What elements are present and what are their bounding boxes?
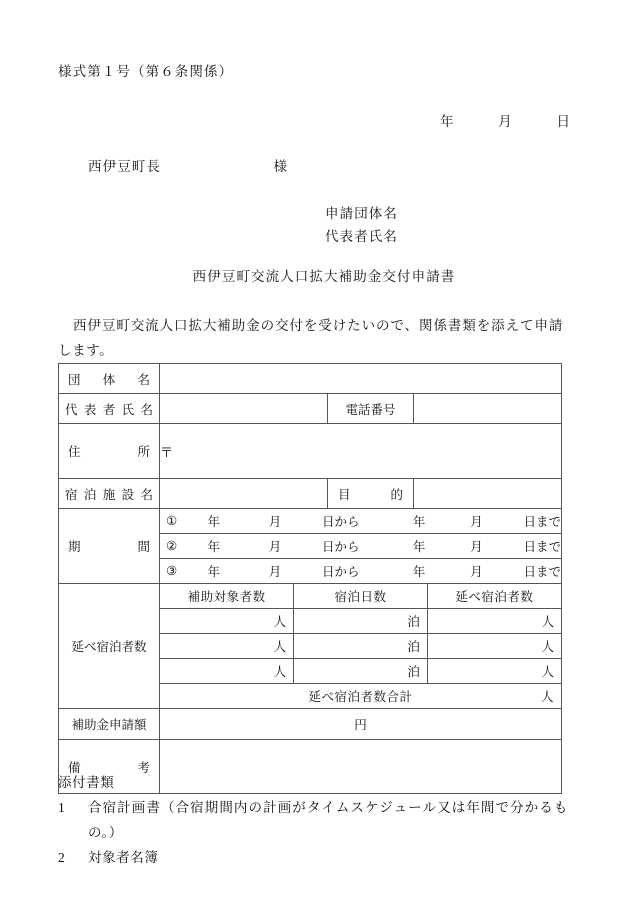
stay-row-3-target-unit[interactable]: 人 [160,659,294,684]
stay-count-label-text: 延べ宿泊者数 [71,640,147,654]
stay-entry-row [160,659,561,684]
period-2-year-from: 年 [207,540,220,554]
address-label [59,424,160,479]
stay-total-cell[interactable] [160,684,561,709]
period-3-number: ③ [166,564,178,578]
stay-entry-row [160,609,561,634]
subsidy-value[interactable] [160,709,562,740]
attachment-1-text: 合宿計画書（合宿期間内の計画がタイムスケジュール又は年間で分かるもの。） [88,800,568,840]
postal-mark: 〒 [160,444,174,460]
subsidy-unit: 円 [354,718,367,732]
stay-row-2-target-unit[interactable]: 人 [160,634,294,659]
phone-label-text: 電話番号 [345,402,396,417]
addressee-honorific: 様 [273,159,288,174]
period-3-day-to: 日まで [523,565,562,579]
document-body: 西伊豆町交流人口拡大補助金の交付を受けたいので、関係書類を添えて申請します。 [58,318,563,358]
stay-row-1-total-unit[interactable]: 人 [427,609,561,634]
period-label [59,509,160,584]
list-item [58,845,568,870]
period-1-year-from: 年 [207,515,220,529]
period-1-year-to: 年 [412,515,426,529]
stay-total-unit: 人 [541,690,555,704]
stay-header-target: 補助対象者数 [160,584,294,609]
rep-name-label [59,394,160,424]
stay-row-2-nights-unit[interactable]: 泊 [294,634,428,659]
facility-label-text: 宿 泊 施 設 名 [65,487,153,502]
period-1-month-to: 月 [470,515,483,529]
applicant-rep-label: 代表者氏名 [325,229,398,244]
remarks-label-text: 備 考 [68,760,150,775]
stay-row-1-nights-unit[interactable]: 泊 [294,609,428,634]
subsidy-label-text: 補助金申請額 [71,718,147,732]
application-table [58,363,562,794]
org-name-label-text: 団 体 名 [68,372,150,387]
period-2-month-to: 月 [470,540,483,554]
purpose-value[interactable] [414,479,562,509]
applicant-org-label: 申請団体名 [325,206,398,221]
address-label-text: 住 所 [68,445,150,459]
purpose-label [328,479,414,509]
org-name-value[interactable] [160,364,562,394]
period-2-year-to: 年 [412,540,426,554]
stay-header-row [160,584,561,609]
period-1-day-from: 日から [322,515,360,529]
period-3-day-from: 日から [322,565,360,579]
stay-row-1-target-unit[interactable]: 人 [160,609,294,634]
period-label-text: 期 間 [68,540,150,554]
stay-row-3-total-unit[interactable]: 人 [427,659,561,684]
stay-count-label [59,584,160,709]
table-row-stay-count [59,584,562,709]
addressee-line [88,155,288,175]
date-line [440,110,570,130]
stay-count-subtable-cell [160,584,562,709]
attachments-title: 添付書類 [58,775,115,790]
table-row-rep-name [59,394,562,424]
period-2-day-to: 日まで [523,540,562,554]
facility-label [59,479,160,509]
date-month-label: 月 [498,114,512,129]
phone-value[interactable] [414,394,562,424]
rep-name-label-text: 代 表 者 氏 名 [65,402,153,417]
stay-count-table [160,584,561,708]
applicant-block [325,202,398,248]
purpose-label-text: 目 的 [338,487,403,502]
date-day-label: 日 [556,114,570,129]
period-2-number: ② [166,539,178,553]
attachments-section [58,770,568,870]
table-row-org-name [59,364,562,394]
address-value[interactable] [160,424,562,479]
period-value-3[interactable] [160,559,562,584]
table-row-period-1 [59,509,562,534]
period-3-month-to: 月 [470,565,483,579]
list-item [58,795,568,845]
stay-header-total: 延べ宿泊者数 [427,584,561,609]
document-title: 西伊豆町交流人口拡大補助金交付申請書 [192,269,456,284]
stay-header-nights: 宿泊日数 [294,584,428,609]
subsidy-label [59,709,160,740]
stay-total-row [160,684,561,709]
form-number: 様式第１号（第６条関係） [58,64,234,79]
period-1-day-to: 日まで [523,515,562,529]
period-1-month-from: 月 [268,515,282,529]
period-3-year-to: 年 [412,565,426,579]
org-name-label [59,364,160,394]
attachment-2-text: 対象者名簿 [88,850,159,865]
rep-name-value[interactable] [160,394,328,424]
stay-total-label: 延べ宿泊者数合計 [308,690,413,704]
table-row-facility [59,479,562,509]
period-value-1[interactable] [160,509,562,534]
facility-value[interactable] [160,479,328,509]
attachment-2-index: 2 [58,850,66,865]
table-row-subsidy-amount [59,709,562,740]
table-row-address [59,424,562,479]
period-2-month-from: 月 [268,540,282,554]
addressee-name: 西伊豆町長 [88,159,161,174]
period-1-number: ① [166,514,178,528]
phone-label [328,394,414,424]
attachment-1-index: 1 [58,800,66,815]
period-value-2[interactable] [160,534,562,559]
period-2-day-from: 日から [322,540,360,554]
period-3-year-from: 年 [207,565,220,579]
stay-row-2-total-unit[interactable]: 人 [427,634,561,659]
date-year-label: 年 [440,114,454,129]
period-3-month-from: 月 [268,565,282,579]
stay-entry-row [160,634,561,659]
stay-row-3-nights-unit[interactable]: 泊 [294,659,428,684]
